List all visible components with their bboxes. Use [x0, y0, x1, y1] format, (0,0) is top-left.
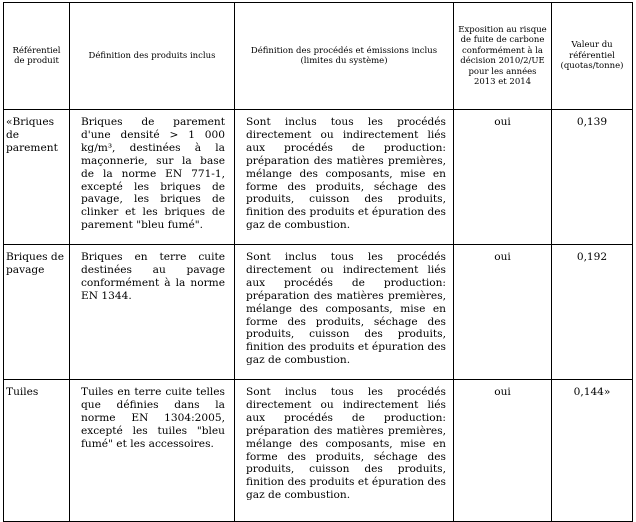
table-row	[4, 110, 633, 245]
header-benchmark-value: Valeur du référentiel (quotas/tonne)	[552, 3, 633, 110]
header-product-definition: Définition des produits inclus	[70, 3, 235, 110]
table-header-row	[4, 3, 633, 110]
product-definition-cell: Tuiles en terre cuite telles que définies dans la norme EN 1304:2005, excepté les tuiles "bleu fumé" et les accessoires.	[70, 380, 235, 522]
process-definition-cell: Sont inclus tous les procédés directement ou indirectement liés aux procédés de production: préparation des matières premières, mélange des composants, mise en forme des produits, séchage des produits, cuisson des produits, finition des produits et épuration des gaz de combustion.	[235, 380, 454, 522]
product-benchmark-cell: Tuiles	[4, 380, 70, 522]
product-benchmark-cell: Briques de pavage	[4, 245, 70, 380]
benchmark-value-cell: 0,144»	[552, 380, 633, 522]
product-definition-cell: Briques de parement d'une densité > 1 000 kg/m³, destinées à la maçonnerie, sur la base de la norme EN 771-1, excepté les briques de pavage, les briques de clinker et les briques de parement "bleu fumé".	[70, 110, 235, 245]
benchmark-value-cell: 0,192	[552, 245, 633, 380]
carbon-leakage-cell: oui	[454, 245, 552, 380]
header-process-definition: Définition des procédés et émissions inclus (limites du système)	[235, 3, 454, 110]
table-row	[4, 380, 633, 522]
benchmark-value-cell: 0,139	[552, 110, 633, 245]
table-row	[4, 245, 633, 380]
process-definition-cell: Sont inclus tous les procédés directement ou indirectement liés aux procédés de production: préparation des matières premières, mélange des composants, mise en forme des produits, séchage des produits, cuisson des produits, finition des produits et épuration des gaz de combustion.	[235, 245, 454, 380]
header-carbon-leakage: Exposition au risque de fuite de carbone conformément à la décision 2010/2/UE pour les années 2013 et 2014	[454, 3, 552, 110]
process-definition-cell: Sont inclus tous les procédés directement ou indirectement liés aux procédés de production: préparation des matières premières, mélange des composants, mise en forme des produits, séchage des produits, cuisson des produits, finition des produits et épuration des gaz de combustion.	[235, 110, 454, 245]
header-product-benchmark: Référentiel de produit	[4, 3, 70, 110]
carbon-leakage-cell: oui	[454, 110, 552, 245]
benchmark-table	[3, 2, 633, 522]
product-benchmark-cell: «Briques de parement	[4, 110, 70, 245]
carbon-leakage-cell: oui	[454, 380, 552, 522]
product-definition-cell: Briques en terre cuite destinées au pavage conformément à la norme EN 1344.	[70, 245, 235, 380]
